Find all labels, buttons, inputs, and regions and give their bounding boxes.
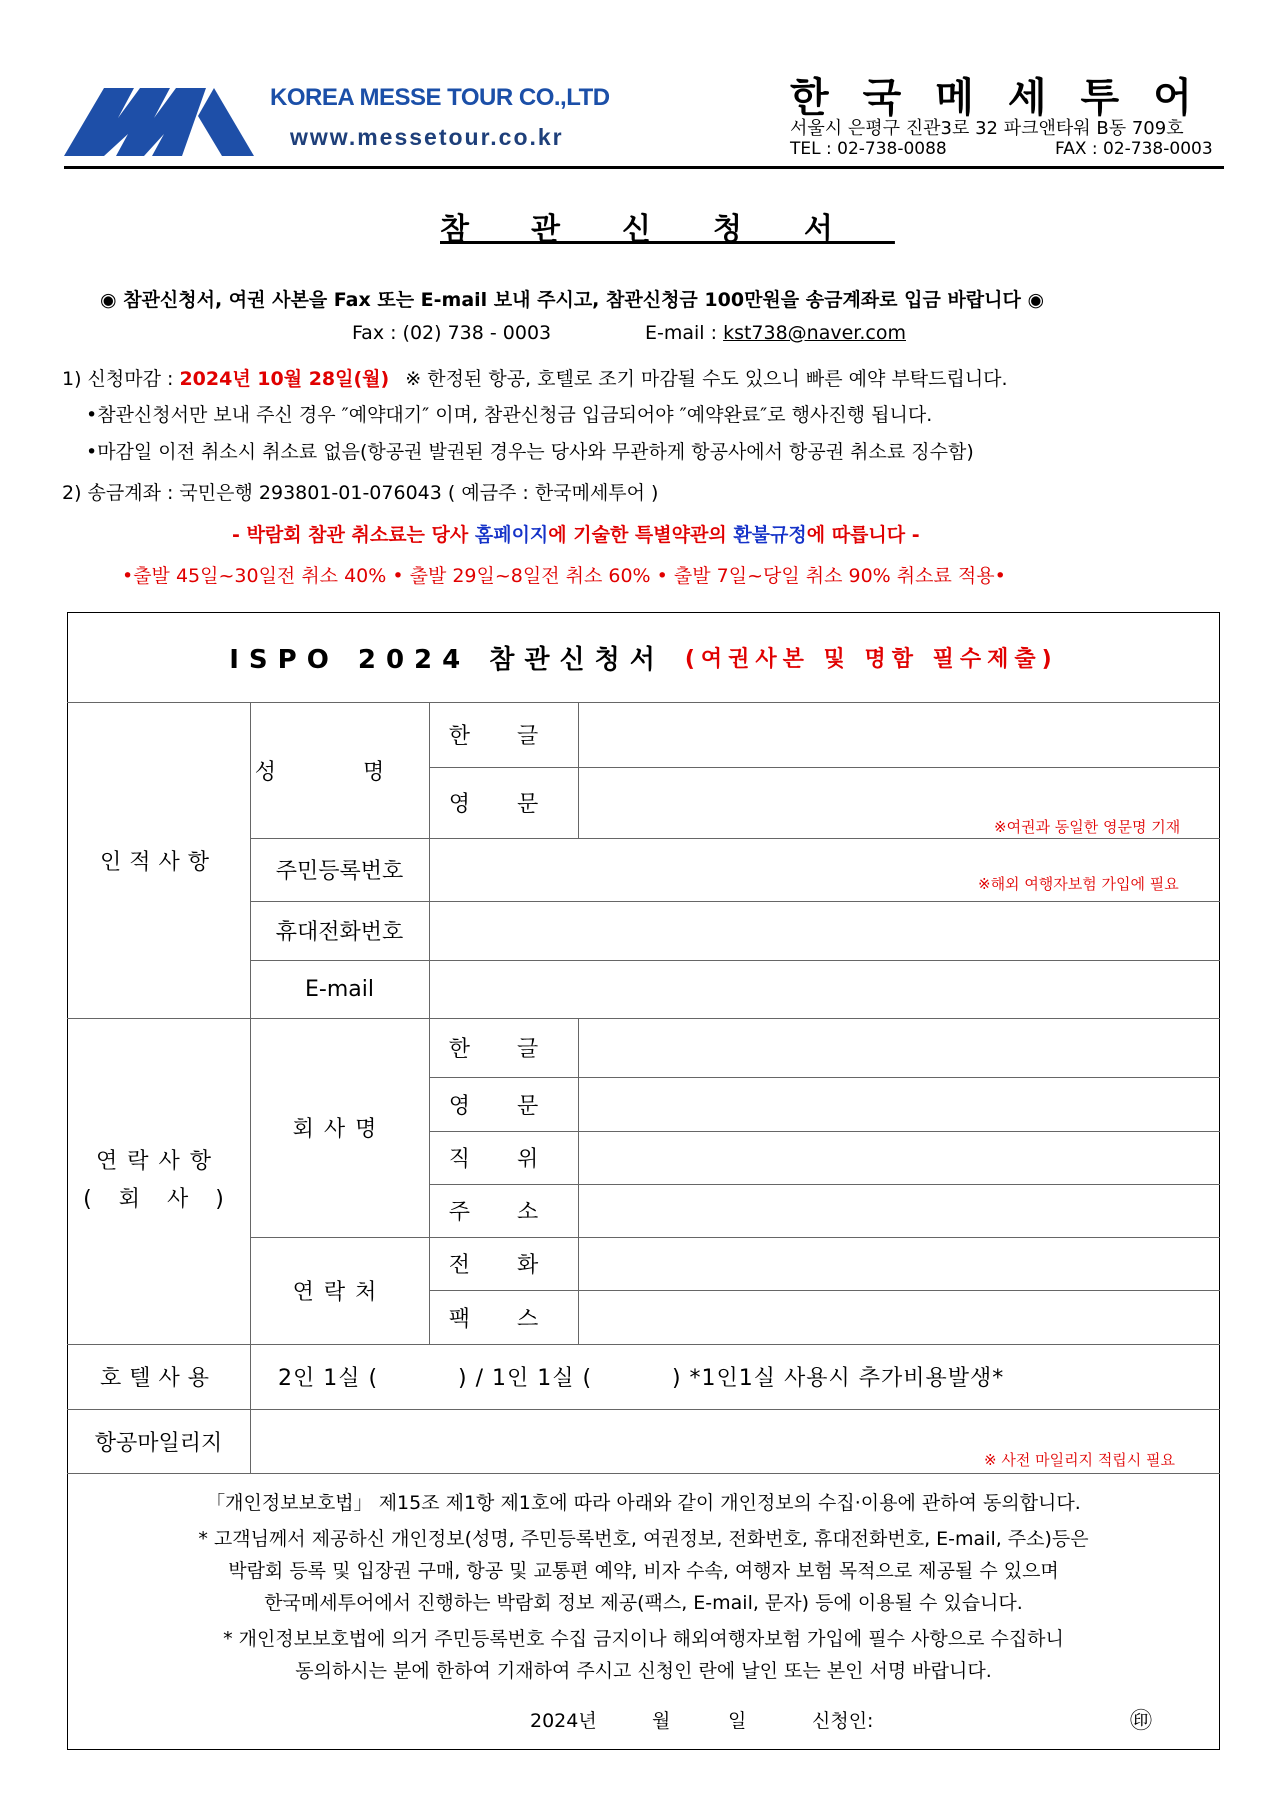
deadline-line [62,364,1008,391]
company-korean-field[interactable] [579,1019,1219,1076]
company-logo [64,84,254,156]
name-korean-field[interactable] [579,703,1219,766]
bullet-reservation: •참관신청서만 보내 주신 경우 ″예약대기″ 이며, 참관신청금 입금되어야 ″예약완료″로 행사진행 됩니다. [86,404,933,426]
notice-line: ◉ 참관신청서, 여권 사본을 Fax 또는 E-mail 보내 주시고, 참관신청금 100만원을 송금계좌로 입금 바랍니다 ◉ [100,289,1045,311]
cancel-policy-a: - 박람회 참관 취소료는 당사 [232,524,475,546]
section-contact [67,1018,250,1344]
company-tel: TEL : 02-738-0088 [790,139,947,159]
cancel-policy-refund: 환불규정 [733,524,807,546]
company-english-label: 영 문 [448,1093,559,1119]
hotel-label: 호텔사용 [99,1366,217,1391]
consent-line-6: 동의하시는 분에 한하여 기재하여 주시고 신청인 란에 날인 또는 본인 서명 바랍니다. [295,1660,992,1682]
company-address-field[interactable] [579,1185,1219,1236]
fax-label: 팩 스 [448,1306,559,1332]
signature-day: 일 [728,1710,747,1732]
company-address-label: 주 소 [448,1200,559,1225]
fax-number: Fax : (02) 738 - 0003 [352,322,552,344]
consent-line-2: * 고객님께서 제공하신 개인정보(성명, 주민등록번호, 여권정보, 전화번호, 휴대전화번호, E-mail, 주소)등은 [198,1528,1089,1550]
deadline-note: ※ 한정된 항공, 호텔로 조기 마감될 수도 있으니 빠른 예약 부탁드립니다. [405,368,1008,390]
mileage-note: ※ 사전 마일리지 적립시 필요 [984,1451,1176,1469]
fax-field[interactable] [579,1291,1219,1343]
company-korean-label: 한 글 [448,1037,559,1062]
form-heading-note: (여권사본 및 명함 필수제출) [684,646,1058,672]
form-heading: ISPO 2024 참관신청서 [229,644,665,675]
phone-field[interactable] [579,1238,1219,1289]
section-personal: 인적사항 [99,849,217,875]
account-info: 2) 송금계좌 : 국민은행 293801-01-076043 ( 예금주 : 한국메세투어 ) [62,482,659,504]
name-english-label: 영 문 [448,792,559,817]
applicant-signature-field[interactable] [900,1700,1120,1734]
cancellation-fees: •출발 45일~30일전 취소 40% • 출발 29일~8일전 취소 60% • 출발 7일~당일 취소 90% 취소료 적용• [122,565,1006,587]
rrn-note: ※해외 여행자보험 가입에 필요 [978,875,1179,893]
company-website: www.messetour.co.kr [290,124,564,150]
consent-line-4: 한국메세투어에서 진행하는 박람회 정보 제공(팩스, E-mail, 문자) 등에 이용될 수 있습니다. [264,1592,1023,1614]
mileage-label: 항공마일리지 [94,1430,223,1456]
company-name-ko: 한국메세투어 [790,75,1226,121]
cancel-policy-e: 에 따릅니다 - [806,524,920,546]
email-line [645,322,906,344]
deadline-date: 2024년 10월 28일(월) [179,368,390,390]
position-field[interactable] [579,1132,1219,1183]
company-english-field[interactable] [579,1078,1219,1130]
mobile-label: 휴대전화번호 [275,920,404,945]
form-heading-row [67,612,1220,702]
cancel-policy [232,520,920,547]
company-fax: FAX : 02-738-0003 [1055,139,1213,159]
company-address: 서울시 은평구 진관3로 32 파크앤타워 B동 709호 [790,118,1184,139]
section-contact-title: 연락사항 [95,1149,221,1174]
bullet-cancellation: •마감일 이전 취소시 취소료 없음(항공권 발권된 경우는 당사와 무관하게 항공사에서 항공권 취소료 징수함) [86,441,974,463]
phone-label: 전 화 [448,1253,559,1278]
signature-month: 월 [652,1710,671,1732]
consent-line-1: 「개인정보보호법」 제15조 제1항 제1호에 따라 아래와 같이 개인정보의 수집·이용에 관하여 동의합니다. [206,1492,1081,1514]
company-label: 회사명 [292,1117,387,1142]
deadline-label: 1) 신청마감 : [62,368,180,390]
name-korean-label: 한 글 [448,724,559,749]
cancel-policy-homepage: 홈페이지 [474,524,549,546]
section-contact-subtitle: ( 회 사 ) [83,1187,234,1212]
email-label: E-mail : [645,322,724,344]
document-title: 참관신청서 [440,212,895,247]
english-name-note: ※여권과 동일한 영문명 기재 [994,818,1181,836]
mobile-field[interactable] [430,902,1219,959]
phone-group-label: 연락처 [292,1280,387,1305]
cancel-policy-c: 에 기술한 특별약관의 [548,524,734,546]
signature-year: 2024년 [530,1710,597,1732]
applicant-label: 신청인: [812,1710,874,1732]
rrn-label: 주민등록번호 [275,859,404,884]
consent-line-5: * 개인정보보호법에 의거 주민등록번호 수집 금지이나 해외여행자보험 가입에 필수 사항으로 수집하니 [223,1628,1064,1650]
header-divider [64,166,1224,169]
email-field[interactable] [430,961,1219,1017]
email-link[interactable]: kst738@naver.com [723,322,906,344]
hotel-option-field[interactable]: 2인 1실 ( ) / 1인 1실 ( ) *1인1실 사용시 추가비용발생* [278,1366,1005,1391]
consent-line-3: 박람회 등록 및 입장권 구매, 항공 및 교통편 예약, 비자 수속, 여행자 보험 목적으로 제공될 수 있으며 [228,1560,1059,1582]
seal-icon: ㊞ [1130,1709,1153,1734]
position-label: 직 위 [448,1147,559,1172]
email-field-label: E-mail [305,976,374,1002]
company-name-en: KOREA MESSE TOUR CO.,LTD [270,84,610,111]
name-label: 성 명 [254,759,425,785]
